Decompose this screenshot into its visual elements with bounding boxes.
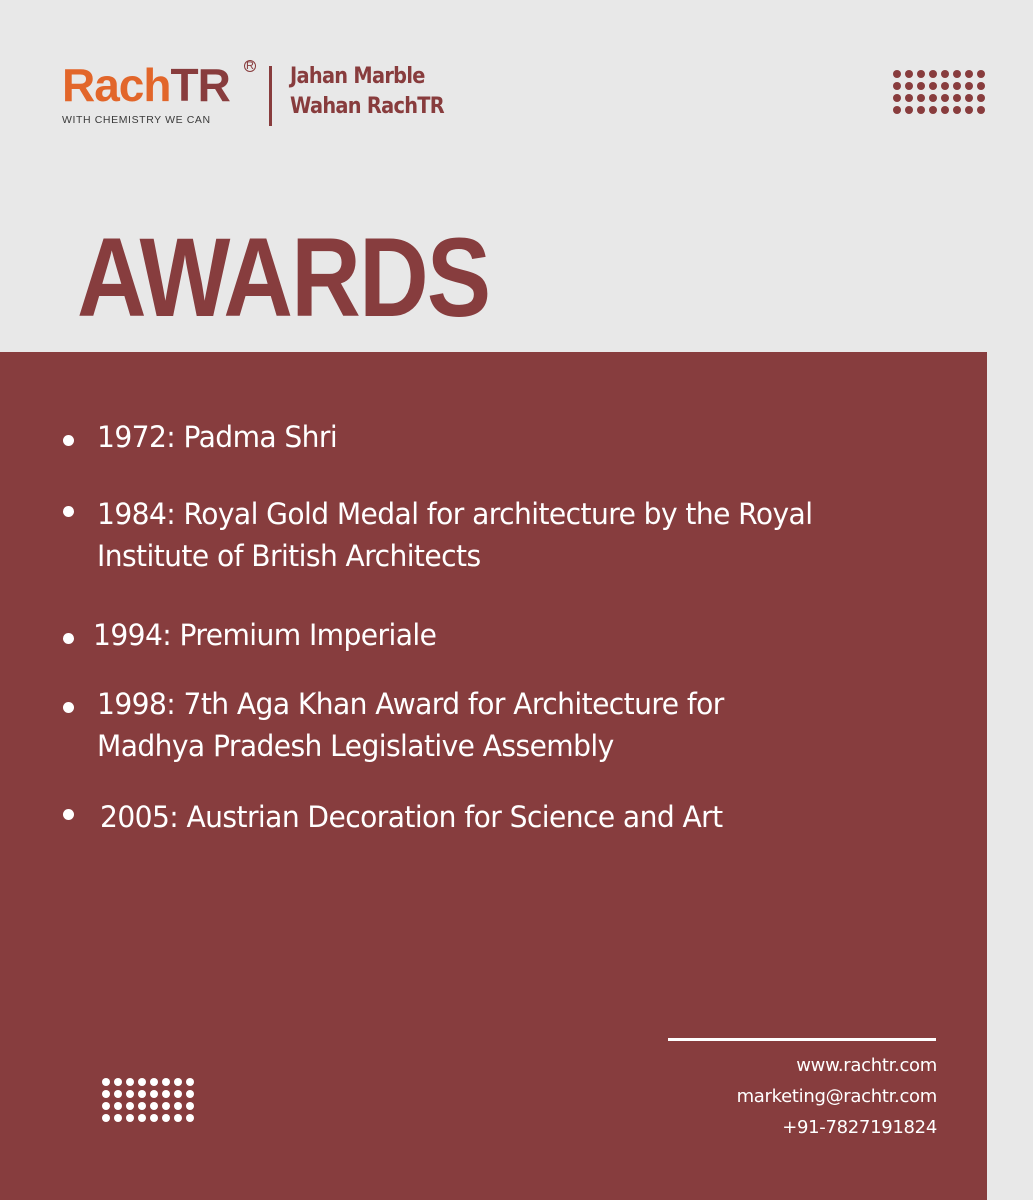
bullet-icon	[63, 435, 74, 446]
decorative-dots-icon	[893, 70, 985, 114]
brand-logo	[62, 58, 262, 126]
award-text	[93, 614, 934, 656]
logo-tagline: WITH CHEMISTRY WE CAN	[62, 114, 211, 126]
award-text	[100, 796, 934, 838]
award-line: Madhya Pradesh Legislative Assembly	[97, 729, 614, 763]
award-item-1998	[60, 683, 960, 767]
page-title: AWARDS	[77, 215, 490, 340]
logo-word-tr: TR	[170, 59, 230, 111]
award-text	[97, 416, 934, 458]
award-line: 1998: 7th Aga Khan Award for Architecture for	[97, 687, 724, 721]
award-line: 1984: Royal Gold Medal for architecture by the Royal	[97, 497, 813, 531]
bullet-icon	[63, 633, 74, 644]
award-item-2005	[60, 796, 960, 838]
phone-number[interactable]: +91-7827191824	[782, 1117, 937, 1138]
logo-word-rach: Rach	[62, 59, 171, 111]
contact-divider	[668, 1038, 936, 1041]
logo-wordmark	[62, 58, 262, 112]
slogan-line-2: Wahan RachTR	[290, 94, 444, 119]
contact-info	[737, 1050, 937, 1143]
bullet-icon	[63, 809, 74, 820]
award-item-1994	[60, 614, 960, 656]
slogan-line-1: Jahan Marble	[290, 64, 425, 89]
award-line: Institute of British Architects	[97, 539, 481, 573]
award-line: 1994: Premium Imperiale	[93, 618, 437, 652]
website-link[interactable]: www.rachtr.com	[796, 1055, 937, 1076]
award-item-1972	[60, 416, 960, 458]
award-text	[97, 683, 934, 767]
registered-mark-icon: R	[244, 60, 256, 72]
brand-slogan	[290, 62, 444, 122]
decorative-dots-icon	[102, 1078, 194, 1122]
header-divider	[269, 66, 272, 126]
email-link[interactable]: marketing@rachtr.com	[736, 1086, 937, 1107]
award-item-1984	[60, 493, 960, 577]
award-text	[97, 493, 934, 577]
bullet-icon	[63, 506, 74, 517]
award-line: 1972: Padma Shri	[97, 420, 338, 454]
award-line: 2005: Austrian Decoration for Science and Art	[100, 800, 723, 834]
bullet-icon	[63, 702, 74, 713]
